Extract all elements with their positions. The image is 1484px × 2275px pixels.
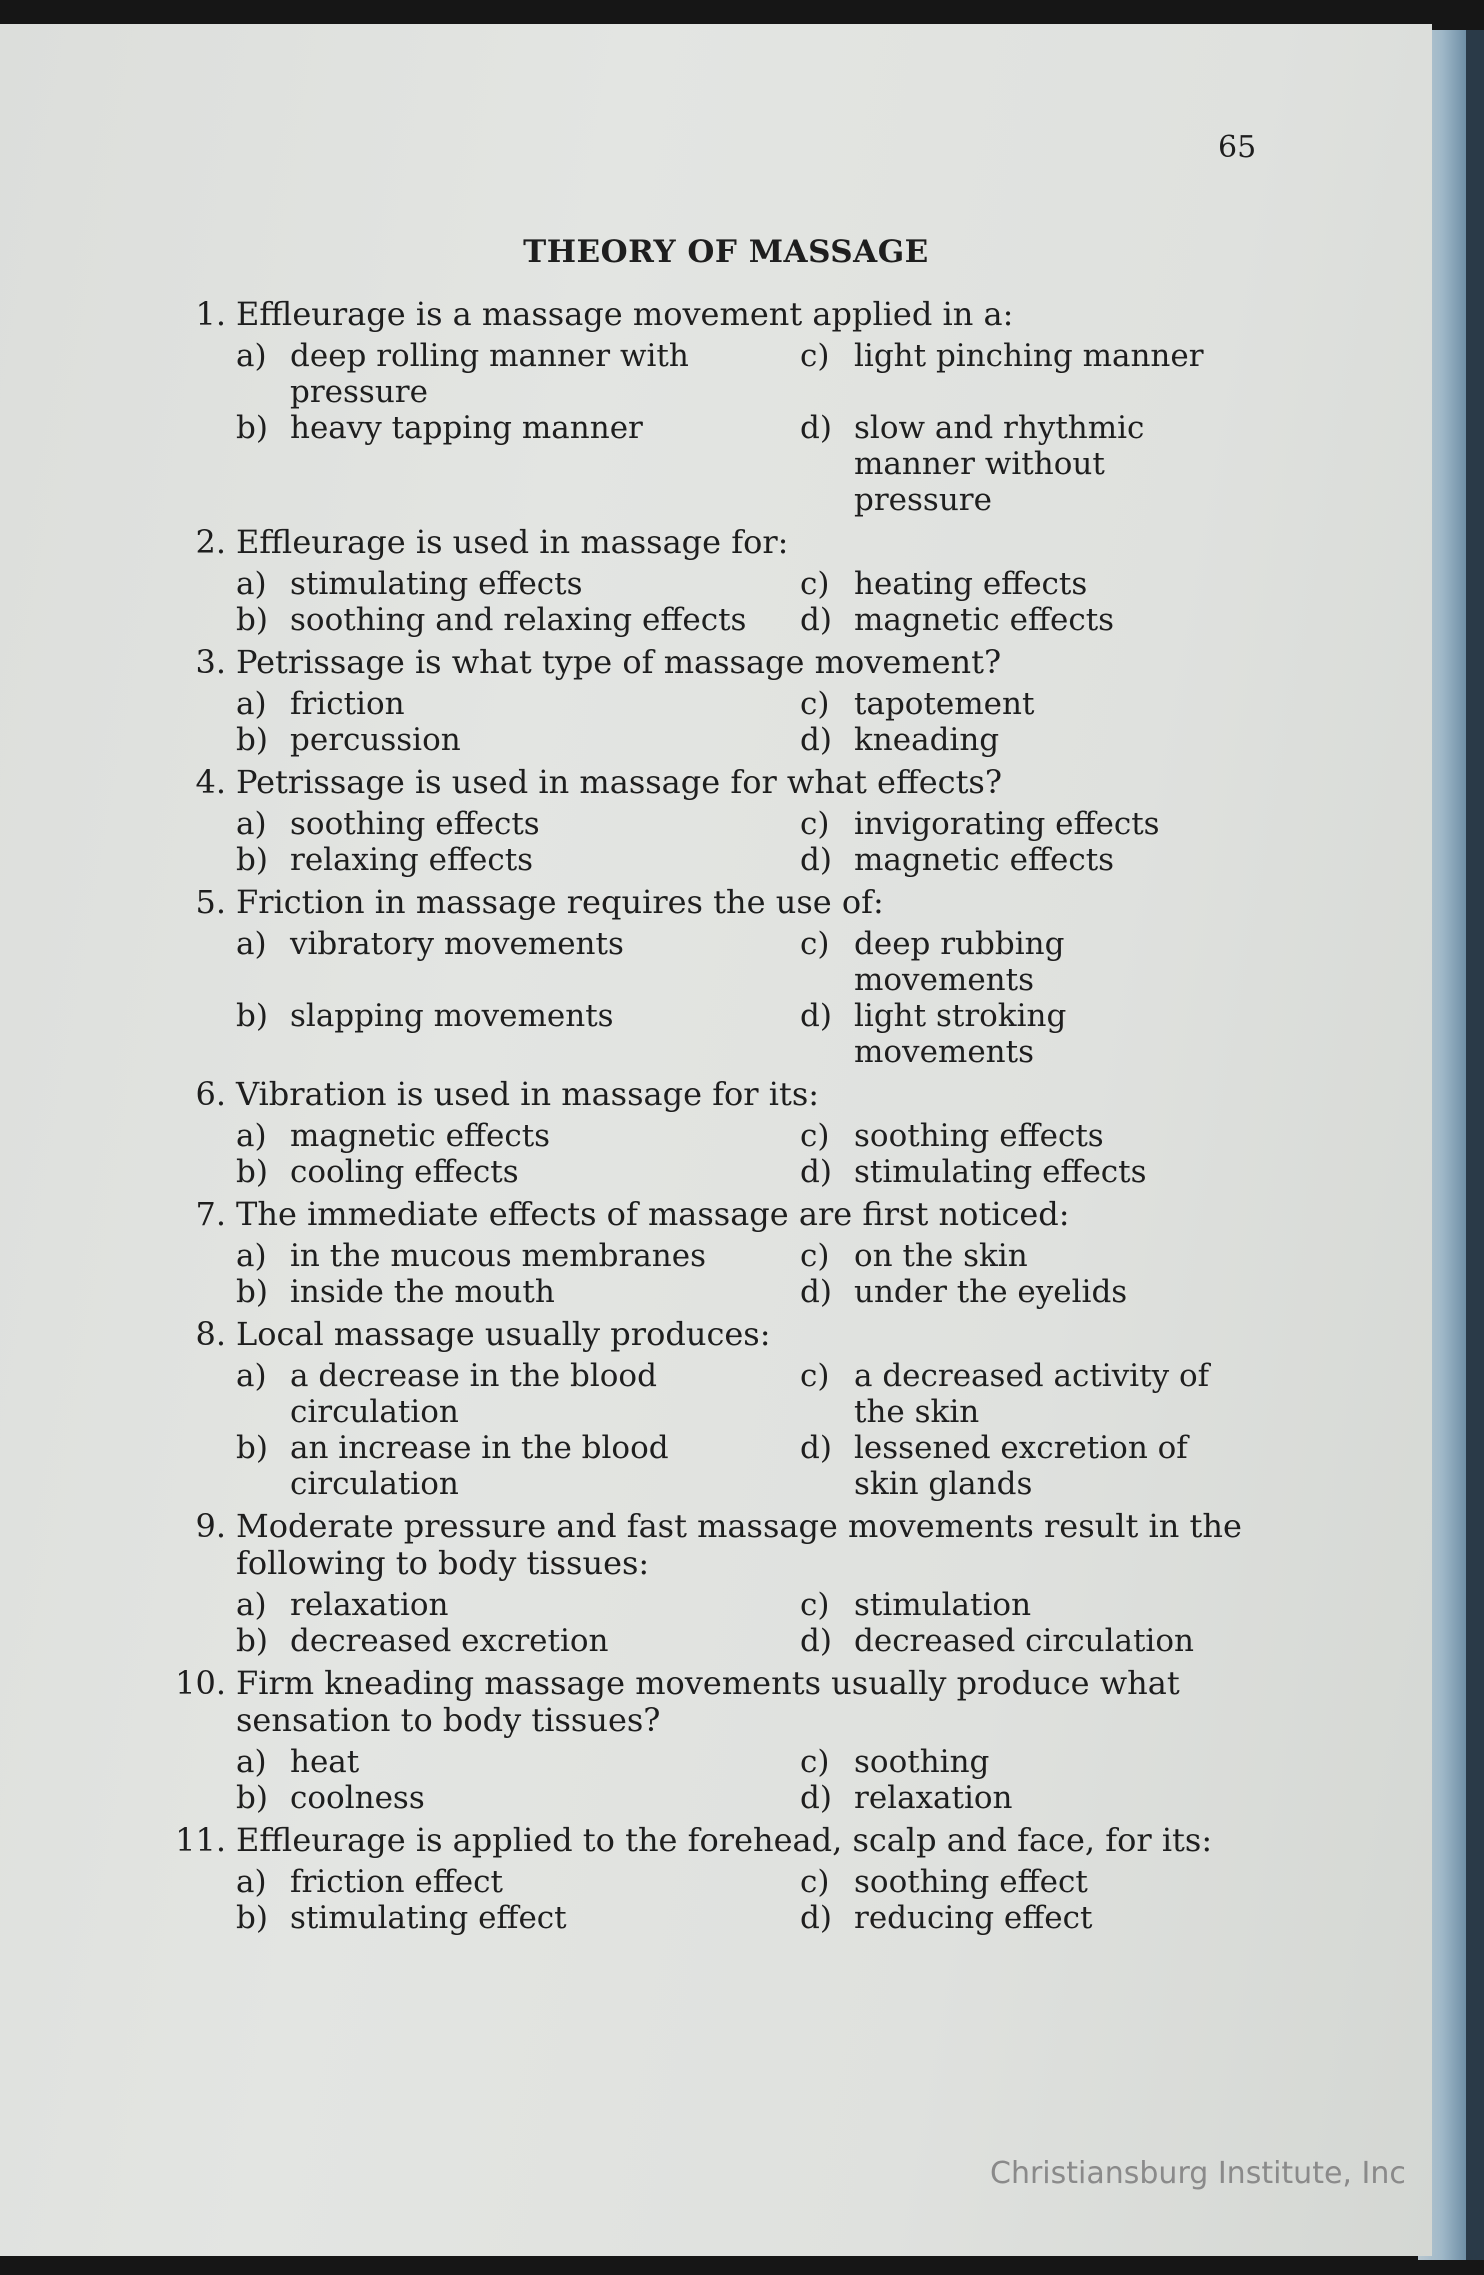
option-letter: a): [236, 1587, 267, 1623]
question-stem: [172, 644, 1262, 681]
option-text: relaxing effects: [290, 842, 534, 878]
option-letter: d): [800, 1430, 832, 1466]
question-item: [172, 524, 1262, 638]
option-text: stimulating effect: [290, 1900, 567, 1936]
question-item: [172, 1665, 1262, 1816]
option-text: heating effects: [854, 566, 1088, 602]
answer-option: [236, 998, 800, 1070]
answer-option: [800, 1744, 1262, 1780]
watermark: Christiansburg Institute, Inc: [990, 2156, 1406, 2191]
answer-option: [236, 1154, 800, 1190]
option-text: slapping movements: [290, 998, 614, 1034]
option-letter: b): [236, 410, 268, 446]
answer-option: [236, 1274, 800, 1310]
option-letter: b): [236, 1623, 268, 1659]
option-text: stimulation: [854, 1587, 1032, 1623]
question-number: 8.: [195, 1315, 226, 1353]
option-text: friction: [290, 686, 405, 722]
option-letter: a): [236, 926, 267, 962]
option-letter: d): [800, 998, 832, 1034]
option-text: deep rolling manner with pressure: [290, 338, 689, 410]
answer-options: [236, 1587, 1262, 1659]
option-text: slow and rhythmic manner without pressure: [854, 410, 1145, 518]
option-text: heat: [290, 1744, 360, 1780]
answer-options: [236, 1238, 1262, 1310]
question-text: The immediate effects of massage are first noticed:: [236, 1195, 1070, 1233]
question-number: 2.: [195, 523, 226, 561]
answer-option: [800, 1358, 1262, 1430]
question-stem: [172, 1665, 1262, 1739]
option-letter: b): [236, 602, 268, 638]
question-text: Friction in massage requires the use of:: [236, 883, 884, 921]
question-number: 10.: [175, 1664, 226, 1702]
option-text: soothing effects: [854, 1118, 1104, 1154]
option-letter: a): [236, 1238, 267, 1274]
question-item: [172, 1196, 1262, 1310]
answer-option: [800, 1864, 1262, 1900]
option-letter: c): [800, 1358, 830, 1394]
option-text: a decrease in the blood circulation: [290, 1358, 657, 1430]
page-title: THEORY OF MASSAGE: [523, 234, 929, 270]
option-text: lessened excretion of skin glands: [854, 1430, 1188, 1502]
answer-option: [800, 1274, 1262, 1310]
answer-options: [236, 926, 1262, 1070]
answer-options: [236, 1358, 1262, 1502]
answer-option: [800, 1900, 1262, 1936]
question-stem: [172, 1196, 1262, 1233]
option-text: magnetic effects: [854, 842, 1115, 878]
question-number: 1.: [195, 295, 226, 333]
book-page: [0, 24, 1432, 2256]
answer-option: [236, 338, 800, 410]
question-text: Firm kneading massage movements usually produce what sensation to body tissues?: [236, 1664, 1180, 1739]
question-stem: [172, 1076, 1262, 1113]
option-text: soothing effect: [854, 1864, 1088, 1900]
option-letter: c): [800, 806, 830, 842]
option-letter: b): [236, 722, 268, 758]
answer-option: [236, 1623, 800, 1659]
option-text: friction effect: [290, 1864, 503, 1900]
answer-option: [800, 1430, 1262, 1502]
option-text: an increase in the blood circulation: [290, 1430, 669, 1502]
answer-option: [800, 926, 1262, 998]
answer-option: [800, 686, 1262, 722]
option-letter: b): [236, 1430, 268, 1466]
answer-option: [800, 602, 1262, 638]
option-text: tapotement: [854, 686, 1035, 722]
question-text: Effleurage is applied to the forehead, scalp and face, for its:: [236, 1821, 1213, 1859]
option-letter: c): [800, 338, 830, 374]
option-letter: a): [236, 1864, 267, 1900]
option-letter: a): [236, 1744, 267, 1780]
answer-options: [236, 806, 1262, 878]
answer-option: [236, 842, 800, 878]
option-text: soothing and relaxing effects: [290, 602, 747, 638]
option-text: soothing: [854, 1744, 990, 1780]
question-stem: [172, 1822, 1262, 1859]
option-letter: d): [800, 410, 832, 446]
question-text: Effleurage is used in massage for:: [236, 523, 789, 561]
option-letter: c): [800, 686, 830, 722]
answer-option: [236, 722, 800, 758]
option-letter: b): [236, 1154, 268, 1190]
option-letter: b): [236, 1780, 268, 1816]
question-stem: [172, 1316, 1262, 1353]
answer-option: [236, 566, 800, 602]
question-number: 9.: [195, 1507, 226, 1545]
option-letter: b): [236, 1274, 268, 1310]
option-text: decreased circulation: [854, 1623, 1194, 1659]
question-stem: [172, 296, 1262, 333]
option-letter: c): [800, 926, 830, 962]
answer-option: [236, 1864, 800, 1900]
page-number: 65: [1218, 130, 1257, 165]
question-item: [172, 1508, 1262, 1659]
option-letter: a): [236, 566, 267, 602]
question-number: 4.: [195, 763, 226, 801]
option-text: relaxation: [290, 1587, 449, 1623]
answer-options: [236, 338, 1262, 518]
option-letter: d): [800, 1780, 832, 1816]
question-number: 7.: [195, 1195, 226, 1233]
answer-option: [800, 1780, 1262, 1816]
option-text: magnetic effects: [290, 1118, 551, 1154]
option-text: coolness: [290, 1780, 425, 1816]
question-list: [172, 296, 1262, 1942]
answer-options: [236, 1118, 1262, 1190]
answer-option: [800, 410, 1262, 518]
answer-option: [800, 566, 1262, 602]
option-letter: c): [800, 1587, 830, 1623]
option-letter: d): [800, 602, 832, 638]
question-text: Moderate pressure and fast massage movements result in the following to body tissues:: [236, 1507, 1242, 1582]
question-stem: [172, 884, 1262, 921]
question-item: [172, 1076, 1262, 1190]
question-number: 5.: [195, 883, 226, 921]
question-text: Petrissage is what type of massage movement?: [236, 643, 1002, 681]
option-text: in the mucous membranes: [290, 1238, 706, 1274]
option-text: relaxation: [854, 1780, 1013, 1816]
question-item: [172, 764, 1262, 878]
option-text: percussion: [290, 722, 461, 758]
option-text: stimulating effects: [290, 566, 583, 602]
option-text: light pinching manner: [854, 338, 1204, 374]
option-letter: b): [236, 842, 268, 878]
option-letter: c): [800, 566, 830, 602]
option-letter: a): [236, 1358, 267, 1394]
answer-option: [236, 1358, 800, 1430]
question-text: Local massage usually produces:: [236, 1315, 771, 1353]
question-item: [172, 884, 1262, 1070]
option-text: soothing effects: [290, 806, 540, 842]
answer-option: [800, 998, 1262, 1070]
option-text: magnetic effects: [854, 602, 1115, 638]
option-text: a decreased activity of the skin: [854, 1358, 1210, 1430]
question-stem: [172, 1508, 1262, 1582]
option-text: cooling effects: [290, 1154, 519, 1190]
answer-option: [236, 1118, 800, 1154]
option-letter: b): [236, 998, 268, 1034]
answer-option: [236, 926, 800, 998]
answer-option: [800, 338, 1262, 410]
question-item: [172, 296, 1262, 518]
answer-options: [236, 1864, 1262, 1936]
question-stem: [172, 524, 1262, 561]
question-item: [172, 644, 1262, 758]
answer-option: [800, 1623, 1262, 1659]
question-item: [172, 1316, 1262, 1502]
option-text: heavy tapping manner: [290, 410, 643, 446]
answer-option: [800, 1118, 1262, 1154]
option-text: stimulating effects: [854, 1154, 1147, 1190]
option-letter: c): [800, 1744, 830, 1780]
answer-option: [236, 410, 800, 518]
question-stem: [172, 764, 1262, 801]
answer-options: [236, 566, 1262, 638]
answer-options: [236, 1744, 1262, 1816]
answer-option: [236, 1430, 800, 1502]
option-letter: b): [236, 1900, 268, 1936]
option-text: reducing effect: [854, 1900, 1093, 1936]
option-text: invigorating effects: [854, 806, 1160, 842]
option-letter: d): [800, 842, 832, 878]
option-text: inside the mouth: [290, 1274, 555, 1310]
answer-option: [236, 686, 800, 722]
option-text: vibratory movements: [290, 926, 624, 962]
option-letter: d): [800, 722, 832, 758]
answer-option: [236, 1238, 800, 1274]
answer-option: [800, 1154, 1262, 1190]
answer-option: [236, 602, 800, 638]
answer-option: [236, 1744, 800, 1780]
option-letter: a): [236, 1118, 267, 1154]
question-number: 11.: [175, 1821, 226, 1859]
answer-option: [800, 1238, 1262, 1274]
answer-option: [236, 1780, 800, 1816]
book-cover-edge: [1466, 30, 1484, 2260]
answer-option: [236, 806, 800, 842]
option-text: deep rubbing movements: [854, 926, 1065, 998]
answer-option: [800, 806, 1262, 842]
option-text: light stroking movements: [854, 998, 1067, 1070]
answer-option: [800, 842, 1262, 878]
question-number: 6.: [195, 1075, 226, 1113]
option-text: kneading: [854, 722, 1000, 758]
question-text: Vibration is used in massage for its:: [236, 1075, 820, 1113]
option-letter: d): [800, 1154, 832, 1190]
answer-option: [236, 1587, 800, 1623]
answer-options: [236, 686, 1262, 758]
answer-option: [236, 1900, 800, 1936]
option-letter: c): [800, 1238, 830, 1274]
option-letter: d): [800, 1623, 832, 1659]
answer-option: [800, 722, 1262, 758]
option-letter: a): [236, 338, 267, 374]
option-letter: a): [236, 806, 267, 842]
option-text: decreased excretion: [290, 1623, 609, 1659]
option-letter: c): [800, 1118, 830, 1154]
question-text: Petrissage is used in massage for what effects?: [236, 763, 1002, 801]
option-letter: d): [800, 1900, 832, 1936]
option-text: under the eyelids: [854, 1274, 1128, 1310]
option-letter: c): [800, 1864, 830, 1900]
question-item: [172, 1822, 1262, 1936]
question-number: 3.: [195, 643, 226, 681]
option-letter: a): [236, 686, 267, 722]
option-text: on the skin: [854, 1238, 1028, 1274]
option-letter: d): [800, 1274, 832, 1310]
question-text: Effleurage is a massage movement applied in a:: [236, 295, 1014, 333]
answer-option: [800, 1587, 1262, 1623]
